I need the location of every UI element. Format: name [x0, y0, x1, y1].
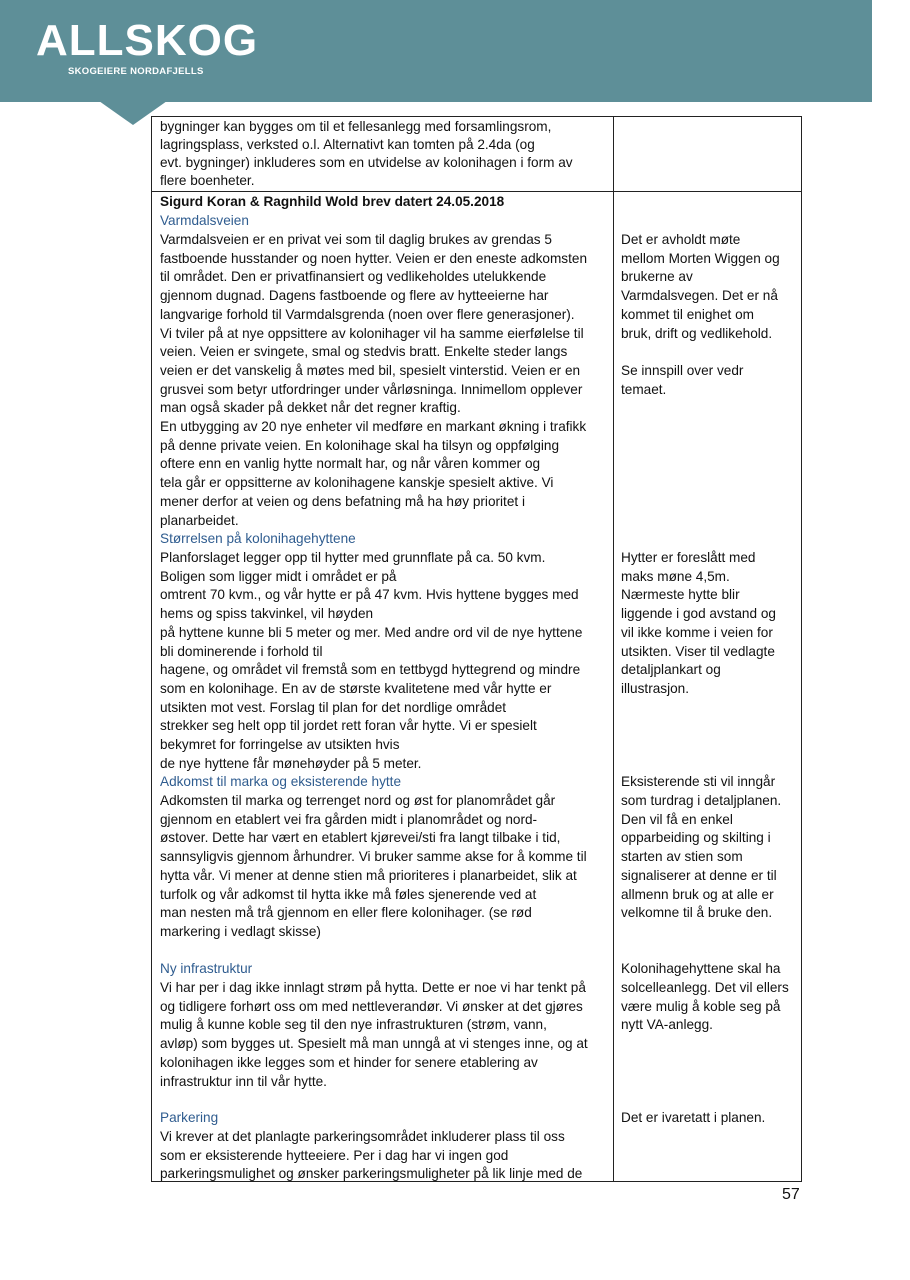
response-line: opparbeiding og skilting i [621, 830, 771, 846]
comment-line: fastboende husstander og noen hytter. Veien er den eneste adkomsten [160, 250, 588, 266]
response-line: signaliserer at denne er til [621, 867, 777, 883]
response-line: Hytter er foreslått med [621, 550, 756, 565]
letter-title: Sigurd Koran & Ragnhild Wold brev datert 24.05.2018 [160, 194, 505, 209]
response-line: bruk, drift og vedlikehold. [621, 325, 773, 341]
comment-line: utsikten mot vest. Forslag til plan for det nordlige området [160, 699, 507, 715]
section-heading-infrastructure: Ny infrastruktur [160, 961, 253, 976]
comments-table [151, 116, 802, 1182]
comment-line: veien. Veien er svingete, smal og stedvis bratt. Enkelte steder langs [160, 344, 568, 360]
section-heading-access: Adkomst til marka og eksisterende hytte [160, 774, 402, 789]
continued-text-line: lagringsplass, verksted o.l. Alternativt kan tomten på 2.4da (og [160, 137, 535, 152]
comment-line: gjennom dugnad. Dagens fastboende og flere av hytteeierne har [160, 288, 549, 304]
header-banner [0, 0, 872, 102]
comment-line: bli dominerende i forhold til [160, 643, 323, 659]
section-heading-varmdalsveien: Varmdalsveien [160, 213, 249, 228]
section-heading-cabin-size: Størrelsen på kolonihagehyttene [160, 531, 356, 546]
comment-line: man nesten må trå gjennom en eller flere kolonihager. (se rød [160, 905, 532, 921]
comment-line: som en kolonihage. En av de største kvalitetene med vår hytte er [160, 680, 552, 696]
response-line: Nærmeste hytte blir [621, 587, 740, 603]
section-heading-parking: Parkering [160, 1110, 219, 1125]
comment-line: Varmdalsveien er en privat vei som til daglig brukes av grendas 5 [160, 232, 552, 247]
comment-line: Adkomsten til marka og terrenget nord og øst for planområdet går [160, 793, 556, 808]
comment-line: som er eksisterende hytteeiere. Per i dag har vi ingen god [160, 1147, 509, 1163]
response-line: Kolonihagehyttene skal ha [621, 961, 781, 976]
response-line: kommet til enighet om [621, 306, 754, 322]
response-line: utsikten. Viser til vedlagte [621, 643, 775, 659]
comment-line: planarbeidet. [160, 512, 239, 528]
response-line: vil ikke komme i veien for [621, 624, 773, 640]
row-divider [152, 191, 801, 192]
comment-line: mulig å kunne koble seg til den nye infrastrukturen (strøm, vann, [160, 1017, 547, 1033]
comment-line: strekker seg helt opp til jordet rett foran vår hytte. Vi er spesielt [160, 718, 537, 734]
comment-line: Vi tviler på at nye oppsittere av kolonihager vil ha samme eierfølelse til [160, 325, 584, 341]
comment-line: hagene, og området vil fremstå som en tettbygd hyttegrend og mindre [160, 662, 581, 678]
comment-line: mener derfor at veien og dens befatning må ha høy prioritet i [160, 493, 525, 509]
comment-line: infrastruktur inn til vår hytte. [160, 1073, 327, 1089]
comment-line: kolonihagen ikke legges som et hinder for senere etablering av [160, 1054, 538, 1070]
comment-line: hems og spiss takvinkel, vil høyden [160, 606, 374, 622]
response-line: Det er avholdt møte [621, 232, 741, 247]
comment-line: bekymret for forringelse av utsikten hvis [160, 737, 400, 752]
response-line: detaljplankart og [621, 662, 721, 678]
comment-line: gjennom en etablert vei fra gården midt i planområdet og nord- [160, 811, 538, 827]
comment-line: Boligen som ligger midt i området er på [160, 568, 397, 584]
response-line: liggende i god avstand og [621, 606, 776, 622]
comment-line: østover. Dette har vært en etablert kjørevei/sti fra langt tilbake i tid, [160, 830, 561, 846]
comment-line: markering i vedlagt skisse) [160, 923, 321, 939]
response-line: Se innspill over vedr [621, 362, 744, 378]
continued-text-line: evt. bygninger) inkluderes som en utvidelse av kolonihagen i form av [160, 155, 573, 170]
response-line: solcelleanlegg. Det vil ellers [621, 980, 789, 995]
response-line: velkomne til å bruke den. [621, 905, 773, 921]
comment-line: man også skader på dekket når det regner kraftig. [160, 400, 461, 416]
response-line: mellom Morten Wiggen og [621, 250, 780, 266]
comment-line: Vi krever at det planlagte parkeringsområdet inkluderer plass til oss [160, 1129, 565, 1144]
comment-line: langvarige forhold til Varmdalsgrenda (noen over flere generasjoner). [160, 306, 575, 322]
comment-line: grusvei som betyr utfordringer under vårløsninga. Innimellom opplever [160, 381, 583, 397]
comment-line: hytta vår. Vi mener at denne stien må prioriteres i planarbeidet, slik at [160, 867, 577, 883]
response-line: brukerne av [621, 269, 693, 285]
comment-line: de nye hyttene får mønehøyder på 5 meter. [160, 755, 422, 771]
comment-line: Vi har per i dag ikke innlagt strøm på hytta. Dette er noe vi har tenkt på [160, 980, 586, 995]
comment-line: En utbygging av 20 nye enheter vil medføre en markant økning i trafikk [160, 419, 587, 434]
continued-text-line: flere boenheter. [160, 173, 255, 188]
comment-line: Planforslaget legger opp til hytter med grunnflate på ca. 50 kvm. [160, 550, 546, 565]
comment-line: og tidligere forhørt oss om med nettleverandør. Vi ønsker at det gjøres [160, 998, 583, 1014]
allskog-logo: ALLSKOG [36, 16, 259, 65]
response-line: nytt VA-anlegg. [621, 1017, 713, 1033]
comment-line: oftere enn en vanlig hytte normalt har, og når våren kommer og [160, 456, 541, 472]
response-line: Den vil få en enkel [621, 811, 733, 827]
comment-line: veien er det vanskelig å møtes med bil, spesielt vinterstid. Veien er en [160, 362, 581, 378]
response-line: starten av stien som [621, 849, 743, 865]
comment-line: turfolk og vår adkomst til hytta ikke må føles sjenerende ved at [160, 886, 537, 902]
response-line: Varmdalsvegen. Det er nå [621, 288, 778, 304]
column-divider [613, 117, 614, 1181]
response-line: maks møne 4,5m. [621, 568, 730, 584]
response-line: som turdrag i detaljplanen. [621, 793, 782, 808]
response-line: temaet. [621, 381, 667, 397]
response-line: være mulig å koble seg på [621, 998, 781, 1014]
response-line: Det er ivaretatt i planen. [621, 1110, 766, 1125]
comment-line: tela går er oppsitterne av kolonihagene kanskje spesielt aktive. Vi [160, 475, 554, 491]
comment-line: sannsyligvis gjennom århundrer. Vi bruker samme akse for å komme til [160, 849, 587, 865]
response-line: Eksisterende sti vil inngår [621, 774, 776, 789]
comment-line: avløp) som bygges ut. Spesielt må man unngå at vi stenges inne, og at [160, 1036, 588, 1052]
logo-subtitle: SKOGEIERE NORDAFJELLS [68, 66, 204, 77]
response-line: allmenn bruk og at alle er [621, 886, 774, 902]
comment-line: på hyttene kunne bli 5 meter og mer. Med andre ord vil de nye hyttene [160, 624, 583, 640]
comment-line: omtrent 70 kvm., og vår hytte er på 47 kvm. Hvis hyttene bygges med [160, 587, 579, 603]
response-line: illustrasjon. [621, 680, 689, 696]
continued-text-line: bygninger kan bygges om til et fellesanlegg med forsamlingsrom, [160, 119, 552, 134]
comment-line: på denne private veien. En kolonihage skal ha tilsyn og oppfølging [160, 437, 560, 453]
page-number: 57 [782, 1186, 800, 1203]
comment-line: til området. Den er privatfinansiert og vedlikeholdes utelukkende [160, 269, 547, 285]
comment-line: parkeringsmulighet og ønsker parkeringsmuligheter på lik linje med de [160, 1166, 583, 1182]
